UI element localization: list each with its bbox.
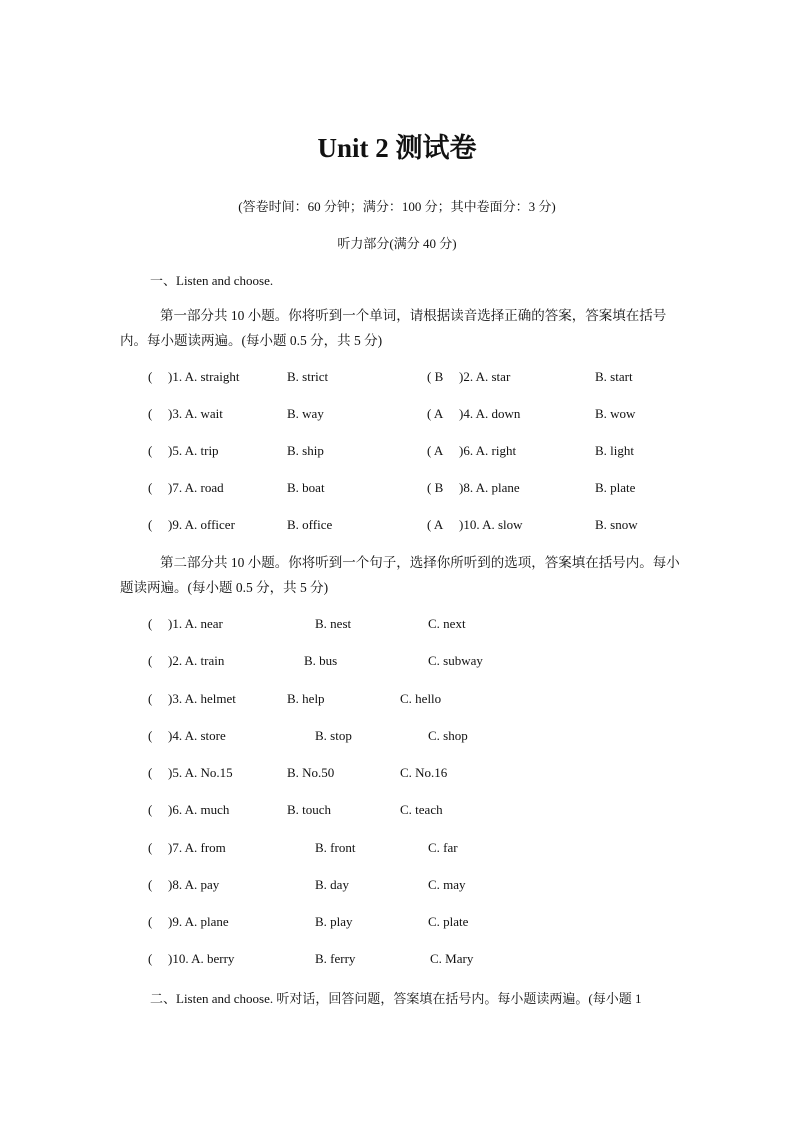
question-option-c: C. plate	[428, 914, 469, 929]
question-row	[0, 877, 794, 897]
question-option-a: )2. A. star	[459, 369, 511, 384]
question-option-b: B. No.50	[287, 765, 335, 780]
section1-heading: 一、Listen and choose.	[150, 273, 274, 288]
question-option-a: )10. A. slow	[459, 517, 523, 532]
question-option-a: )10. A. berry	[168, 951, 235, 966]
question-option-b: B. ferry	[315, 951, 356, 966]
question-option-b: B. office	[287, 517, 333, 532]
question-option-b: B. snow	[595, 517, 638, 532]
answer-bracket[interactable]: (	[148, 728, 153, 743]
question-option-b: B. light	[595, 443, 635, 458]
question-option-b: B. help	[287, 691, 325, 706]
question-option-c: C. hello	[400, 691, 442, 706]
question-row	[0, 840, 794, 860]
question-option-c: C. may	[428, 877, 466, 892]
question-row	[0, 914, 794, 934]
question-option-c: C. next	[428, 616, 466, 631]
answer-bracket[interactable]: (	[148, 653, 153, 668]
question-option-b: B. way	[287, 406, 324, 421]
question-option-b: B. boat	[287, 480, 325, 495]
answer-bracket[interactable]: (	[148, 802, 153, 817]
answer-bracket[interactable]: ( A	[427, 443, 444, 458]
question-row	[0, 406, 794, 426]
question-option-a: )8. A. pay	[168, 877, 220, 892]
listening-header: 听力部分(满分 40 分)	[337, 236, 457, 251]
question-option-b: B. day	[315, 877, 349, 892]
answer-bracket[interactable]: (	[148, 914, 153, 929]
question-row	[0, 369, 794, 389]
question-option-c: C. far	[428, 840, 458, 855]
answer-bracket[interactable]: ( B	[427, 369, 444, 384]
answer-bracket[interactable]: (	[148, 840, 153, 855]
question-option-a: )1. A. near	[168, 616, 223, 631]
question-row	[0, 517, 794, 537]
question-option-b: B. front	[315, 840, 356, 855]
answer-bracket[interactable]: ( B	[427, 480, 444, 495]
answer-bracket[interactable]: (	[148, 765, 153, 780]
question-option-b: B. ship	[287, 443, 324, 458]
question-option-a: )9. A. officer	[168, 517, 235, 532]
answer-bracket[interactable]: ( A	[427, 406, 444, 421]
question-option-b: B. wow	[595, 406, 636, 421]
answer-bracket[interactable]: (	[148, 691, 153, 706]
answer-bracket[interactable]: (	[148, 369, 153, 384]
question-option-a: )7. A. from	[168, 840, 226, 855]
question-option-a: )4. A. down	[459, 406, 521, 421]
question-option-b: B. touch	[287, 802, 332, 817]
question-option-c: C. teach	[400, 802, 443, 817]
question-option-c: C. subway	[428, 653, 483, 668]
question-option-a: )3. A. helmet	[168, 691, 236, 706]
question-option-b: B. strict	[287, 369, 329, 384]
answer-bracket[interactable]: (	[148, 406, 153, 421]
question-option-b: B. play	[315, 914, 353, 929]
question-row	[0, 951, 794, 971]
answer-bracket[interactable]: ( A	[427, 517, 444, 532]
question-option-a: )5. A. No.15	[168, 765, 233, 780]
question-option-b: B. plate	[595, 480, 636, 495]
question-row	[0, 616, 794, 636]
answer-bracket[interactable]: (	[148, 480, 153, 495]
question-option-a: )8. A. plane	[459, 480, 520, 495]
question-row	[0, 691, 794, 711]
question-option-a: )2. A. train	[168, 653, 225, 668]
answer-bracket[interactable]: (	[148, 517, 153, 532]
section2-heading: 二、Listen and choose. 听对话，回答问题，答案填在括号内。每小题读两遍。(每小题 1	[150, 991, 642, 1006]
question-option-c: C. Mary	[430, 951, 474, 966]
question-option-a: )6. A. right	[459, 443, 517, 458]
question-row	[0, 443, 794, 463]
question-row	[0, 480, 794, 500]
question-row	[0, 765, 794, 785]
question-option-a: )4. A. store	[168, 728, 226, 743]
exam-info: (答卷时间：60 分钟；满分：100 分；其中卷面分：3 分)	[238, 199, 556, 214]
question-row	[0, 653, 794, 673]
question-option-b: B. bus	[304, 653, 338, 668]
question-option-a: )6. A. much	[168, 802, 230, 817]
question-row	[0, 802, 794, 822]
part2-instructions: 第二部分共 10 小题。你将听到一个句子，选择你所听到的选项，答案填在括号内。每小题读两遍。(每小题 0.5 分，共 5 分)	[120, 555, 680, 595]
page-title: Unit 2 测试卷	[317, 133, 477, 163]
question-option-c: C. shop	[428, 728, 468, 743]
question-option-a: )7. A. road	[168, 480, 224, 495]
question-option-a: )9. A. plane	[168, 914, 229, 929]
answer-bracket[interactable]: (	[148, 877, 153, 892]
question-row	[0, 728, 794, 748]
question-option-b: B. nest	[315, 616, 352, 631]
part1-instructions: 第一部分共 10 小题。你将听到一个单词，请根据读音选择正确的答案，答案填在括号内。每小题读两遍。(每小题 0.5 分，共 5 分)	[120, 308, 667, 348]
answer-bracket[interactable]: (	[148, 951, 153, 966]
question-option-a: )5. A. trip	[168, 443, 219, 458]
question-option-b: B. start	[595, 369, 633, 384]
answer-bracket[interactable]: (	[148, 443, 153, 458]
question-option-c: C. No.16	[400, 765, 448, 780]
question-option-a: )3. A. wait	[168, 406, 223, 421]
question-option-a: )1. A. straight	[168, 369, 240, 384]
answer-bracket[interactable]: (	[148, 616, 153, 631]
question-option-b: B. stop	[315, 728, 352, 743]
